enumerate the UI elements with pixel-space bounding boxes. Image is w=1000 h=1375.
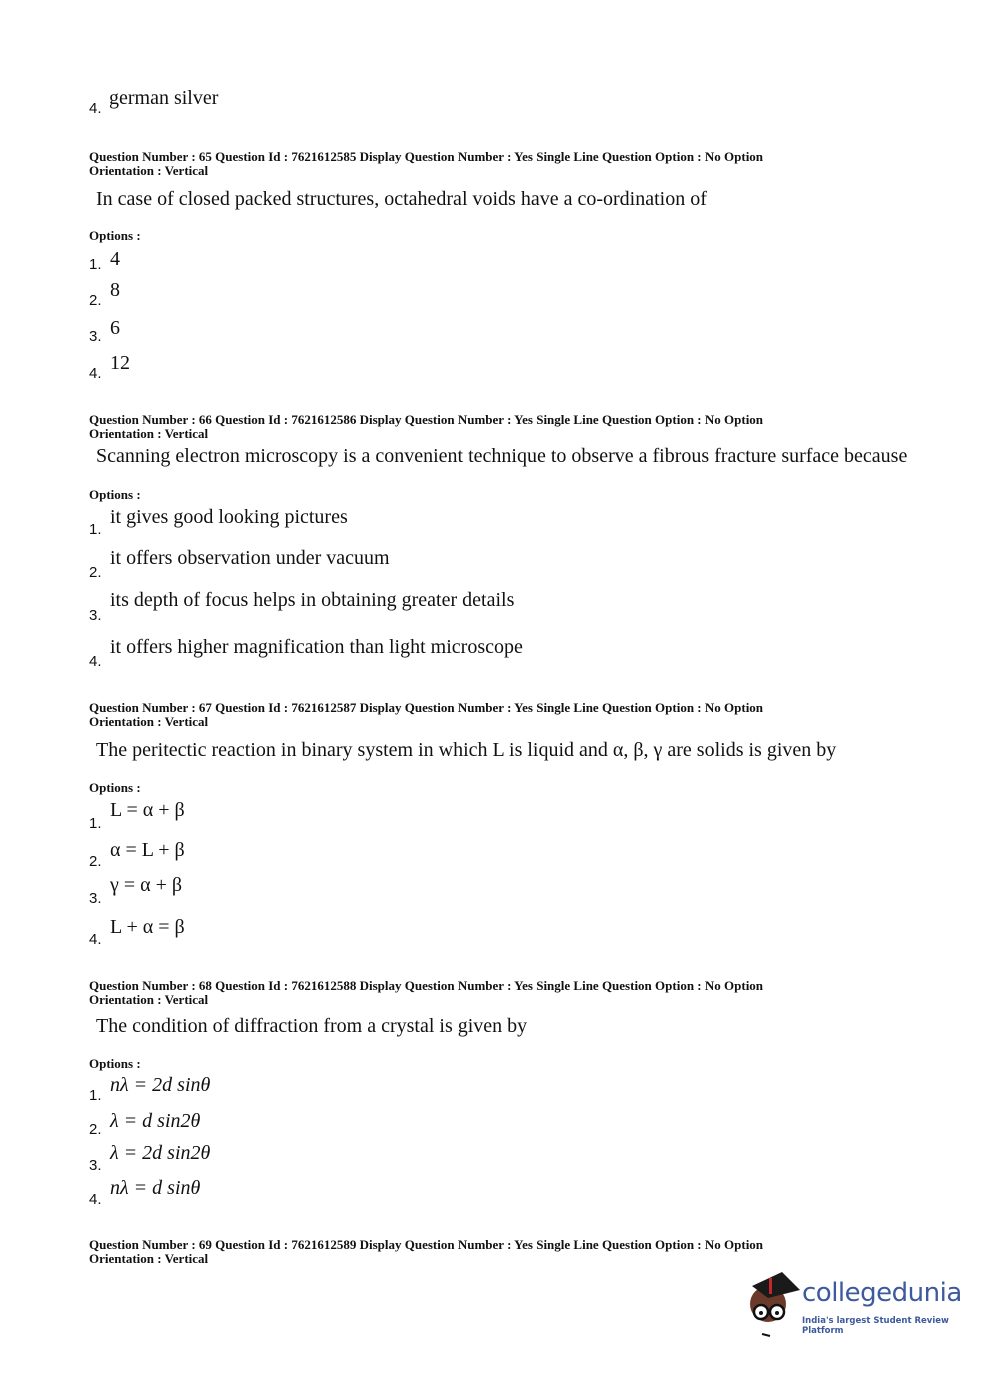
option-number: 4. (89, 100, 102, 117)
question-orientation: Orientation : Vertical (89, 426, 209, 441)
option-text: nλ = 2d sinθ (110, 1074, 211, 1096)
logo-brand: collegedunia (802, 1278, 962, 1308)
question-orientation: Orientation : Vertical (89, 1251, 209, 1266)
option-text: λ = 2d sin2θ (110, 1142, 211, 1164)
option-number: 2. (89, 292, 102, 309)
option-number: 4. (89, 931, 102, 948)
question-orientation: Orientation : Vertical (89, 992, 209, 1007)
option-number: 2. (89, 564, 102, 581)
option-number: 4. (89, 1191, 102, 1208)
option-number: 4. (89, 653, 102, 670)
option-number: 1. (89, 256, 102, 273)
collegedunia-logo (742, 1268, 972, 1340)
logo-tagline: India's largest Student Review Platform (802, 1316, 949, 1336)
option-text: 12 (110, 352, 130, 374)
question-orientation: Orientation : Vertical (89, 163, 209, 178)
option-number: 4. (89, 365, 102, 382)
question-text: The condition of diffraction from a crystal is given by (96, 1015, 528, 1037)
option-text: its depth of focus helps in obtaining greater details (110, 589, 515, 611)
option-number: 3. (89, 890, 102, 907)
option-text: L + α = β (110, 916, 185, 938)
option-number: 3. (89, 1157, 102, 1174)
mascot-icon (742, 1268, 802, 1340)
option-text: γ = α + β (110, 874, 183, 896)
option-number: 1. (89, 815, 102, 832)
option-number: 3. (89, 328, 102, 345)
option-text: 8 (110, 279, 120, 301)
option-text: α = L + β (110, 839, 185, 861)
option-number: 2. (89, 1121, 102, 1138)
option-number: 1. (89, 521, 102, 538)
question-text: Scanning electron microscopy is a convenient technique to observe a fibrous fracture surface because (96, 445, 908, 467)
option-text: german silver (109, 87, 219, 109)
options-label: Options : (89, 780, 141, 795)
options-label: Options : (89, 487, 141, 502)
question-meta: Question Number : 67 Question Id : 7621612587 Display Question Number : Yes Single Line Question Option : No Option (89, 700, 764, 715)
option-text: it gives good looking pictures (110, 506, 348, 528)
option-text: L = α + β (110, 799, 185, 821)
options-label: Options : (89, 1056, 141, 1071)
option-text: it offers observation under vacuum (110, 547, 390, 569)
question-meta: Question Number : 66 Question Id : 7621612586 Display Question Number : Yes Single Line Question Option : No Option (89, 412, 764, 427)
question-meta: Question Number : 65 Question Id : 7621612585 Display Question Number : Yes Single Line Question Option : No Option (89, 149, 764, 164)
option-text: it offers higher magnification than light microscope (110, 636, 523, 658)
option-number: 1. (89, 1087, 102, 1104)
option-text: nλ = d sinθ (110, 1177, 201, 1199)
question-meta: Question Number : 68 Question Id : 7621612588 Display Question Number : Yes Single Line Question Option : No Option (89, 978, 764, 993)
question-orientation: Orientation : Vertical (89, 714, 209, 729)
option-number: 3. (89, 607, 102, 624)
option-text: 6 (110, 317, 120, 339)
option-text: 4 (110, 248, 120, 270)
option-number: 2. (89, 853, 102, 870)
question-text: In case of closed packed structures, octahedral voids have a co-ordination of (96, 188, 707, 210)
question-meta: Question Number : 69 Question Id : 7621612589 Display Question Number : Yes Single Line Question Option : No Option (89, 1237, 764, 1252)
question-text: The peritectic reaction in binary system in which L is liquid and α, β, γ are solids is given by (96, 739, 837, 761)
option-text: λ = d sin2θ (110, 1110, 201, 1132)
options-label: Options : (89, 228, 141, 243)
